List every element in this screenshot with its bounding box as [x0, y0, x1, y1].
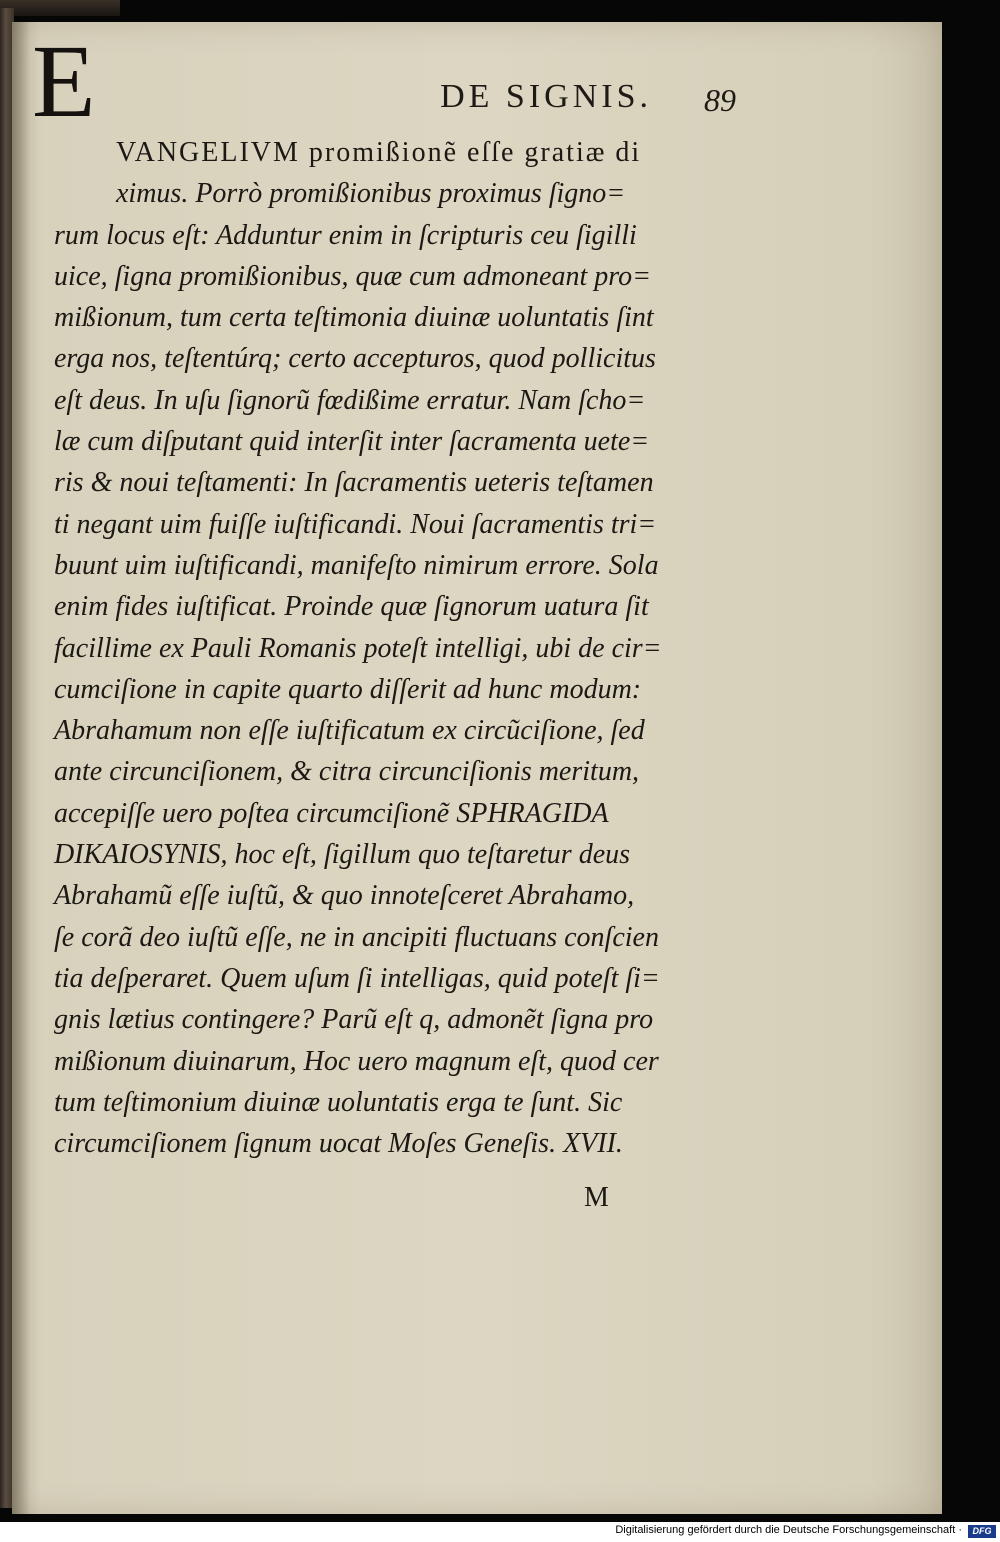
text-line: circumciſionem ſignum uocat Moſes Geneſis. XVII.: [54, 1128, 623, 1160]
text-line: ſe corã deo iuſtũ eſſe, ne in ancipiti fluctuans conſcien: [54, 921, 659, 953]
text-line: ti negant uim fuiſſe iuſtificandi. Noui ſacramentis tri=: [54, 508, 657, 540]
text-line: DIKAIOSYNIS, hoc eſt, ſigillum quo teſtaretur deus: [54, 839, 631, 871]
text-line: læ cum diſputant quid interſit inter ſacramenta uete=: [54, 426, 650, 458]
text-line: uice, ſigna promißionibus, quæ cum admoneant pro=: [54, 260, 652, 292]
book-page: [12, 22, 942, 1514]
text-line: Abrahamũ eſſe iuſtũ, & quo innoteſceret Abrahamo,: [54, 880, 635, 912]
page-number: 89: [704, 82, 736, 118]
text-line: enim fides iuſtificat. Proinde quæ ſignorum uatura ſit: [54, 591, 649, 623]
catchword-signature: M: [584, 1182, 609, 1213]
text-line: Abrahamum non eſſe iuſtificatum ex circũciſione, ſed: [54, 715, 645, 747]
text-line: tum teſtimonium diuinæ uoluntatis erga te ſunt. Sic: [54, 1086, 623, 1118]
text-line: ante circunciſionem, & citra circunciſionis meritum,: [54, 756, 640, 788]
text-line: ximus. Porrò promißionibus proximus ſigno=: [116, 178, 626, 210]
text-line: mißionum diuinarum, Hoc uero magnum eſt, quod cer: [54, 1045, 659, 1077]
dfg-logo: DFG: [968, 1525, 996, 1538]
text-line: mißionum, tum certa teſtimonia diuinæ uoluntatis ſint: [54, 302, 654, 334]
text-line: cumciſione in capite quarto diſſerit ad hunc modum:: [54, 673, 642, 705]
text-line: gnis lætius contingere? Parũ eſt q, admonẽt ſigna pro: [54, 1004, 654, 1036]
text-line: ris & noui teſtamenti: In ſacramentis ueteris teſtamen: [54, 467, 654, 499]
body-text: [54, 132, 724, 1164]
text-line: accepiſſe uero poſtea circumciſionẽ SPHRAGIDA: [54, 797, 609, 829]
running-head: DE SIGNIS.: [440, 78, 652, 115]
text-line: eſt deus. In uſu ſignorũ fœdißime erratur. Nam ſcho=: [54, 384, 646, 416]
text-line: erga nos, teſtentúrq; certo accepturos, quod pollicitus: [54, 343, 656, 375]
text-line: facillime ex Pauli Romanis poteſt intelligi, ubi de cir=: [54, 632, 662, 664]
text-line: VANGELIVM promißionẽ eſſe gratiæ di: [116, 137, 642, 168]
footer-credit-bar: [0, 1522, 1000, 1542]
page-gutter-shadow: [12, 22, 30, 1514]
book-edge-top: [0, 0, 120, 16]
text-line: buunt uim iuſtificandi, manifeſto nimirum errore. Sola: [54, 549, 659, 581]
text-line: rum locus eſt: Adduntur enim in ſcripturis ceu ſigilli: [54, 219, 637, 251]
funding-credit: Digitalisierung gefördert durch die Deutsche Forschungsgemeinschaft ·: [615, 1524, 962, 1536]
text-line: tia deſperaret. Quem uſum ſi intelligas, quid poteſt ſi=: [54, 962, 660, 994]
drop-cap-initial: E: [32, 24, 96, 139]
